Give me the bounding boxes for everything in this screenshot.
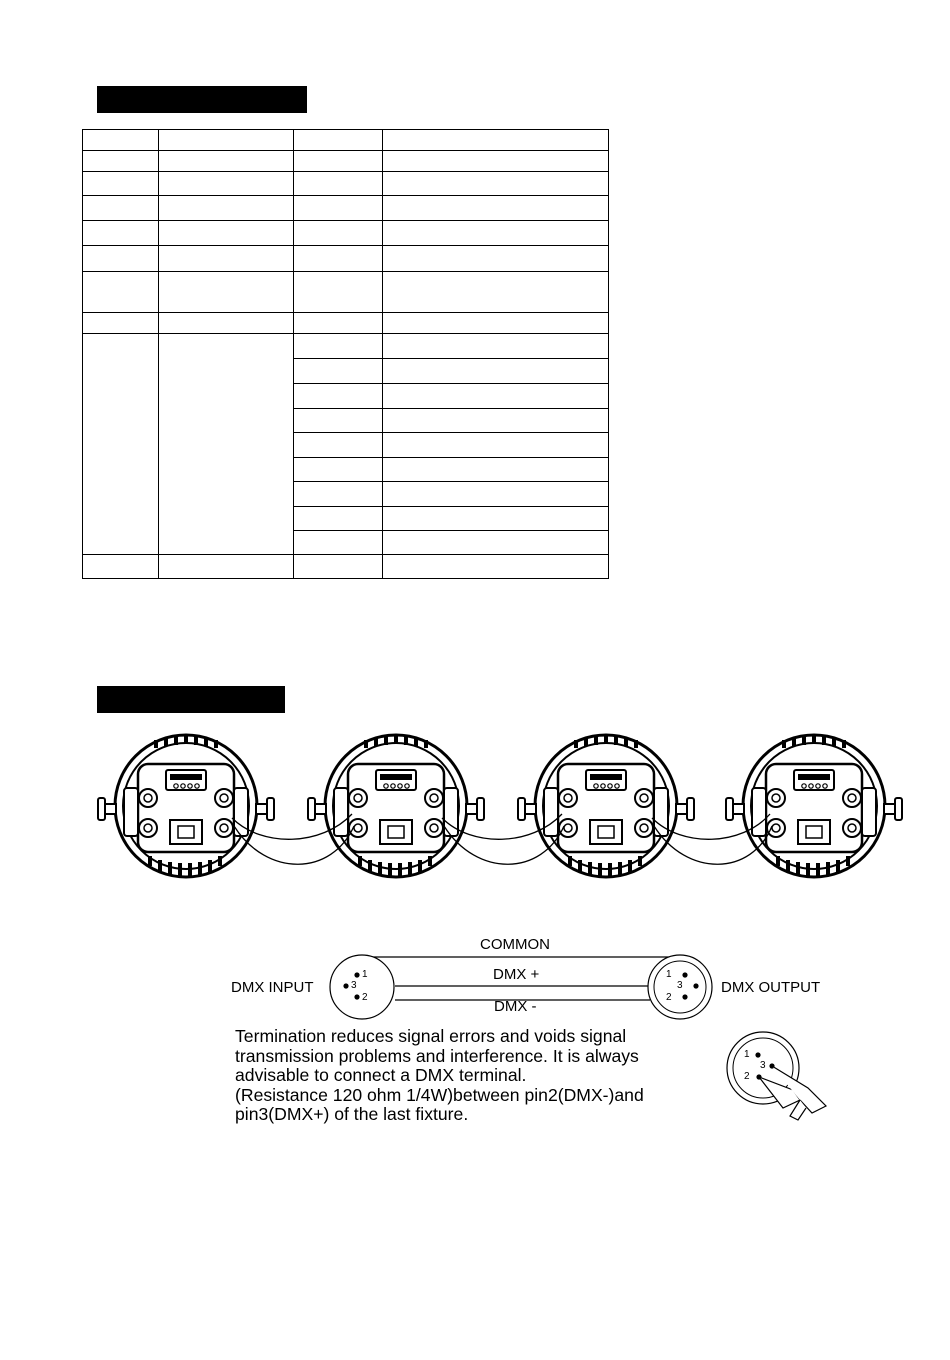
table-cell-merged (159, 334, 294, 555)
terminator-pin-2: 2 (744, 1071, 750, 1082)
table-cell (159, 246, 294, 272)
table-cell (159, 555, 294, 579)
table-row (83, 334, 609, 359)
table-cell (294, 507, 383, 531)
table-row (83, 196, 609, 221)
table-cell (159, 130, 294, 151)
table-cell (294, 221, 383, 246)
table-cell (383, 482, 609, 507)
table-cell (159, 313, 294, 334)
common-label: COMMON (480, 936, 550, 953)
table-cell (383, 313, 609, 334)
termination-line: Termination reduces signal errors and voids signal (235, 1026, 627, 1046)
table-cell (383, 221, 609, 246)
table-cell (294, 555, 383, 579)
output-pin-2: 2 (666, 992, 672, 1003)
table-cell (383, 409, 609, 433)
dmx-channel-table (82, 129, 609, 579)
fixture-2 (308, 735, 484, 877)
table-cell (294, 531, 383, 555)
table-cell (383, 359, 609, 384)
dmx-cables (232, 814, 772, 864)
table-cell (83, 246, 159, 272)
output-pin-3: 3 (677, 980, 683, 991)
termination-line: transmission problems and interference. It is always (235, 1045, 639, 1066)
table-row (83, 172, 609, 196)
table-cell (383, 130, 609, 151)
table-cell-merged (83, 334, 159, 555)
termination-line: (Resistance 120 ohm 1/4W)between pin2(DMX-)and (235, 1084, 644, 1105)
table-cell (159, 196, 294, 221)
table-cell (383, 458, 609, 482)
table-cell (83, 172, 159, 196)
table-cell (294, 433, 383, 458)
table-row (83, 555, 609, 579)
fixture-4 (726, 735, 902, 877)
table-cell (294, 409, 383, 433)
termination-line: pin3(DMX+) of the last fixture. (235, 1104, 469, 1125)
output-pin-1: 1 (666, 969, 672, 980)
table-cell (383, 334, 609, 359)
table-cell (294, 313, 383, 334)
table-cell (294, 246, 383, 272)
table-cell (383, 151, 609, 172)
table-cell (83, 130, 159, 151)
input-pin-1: 1 (362, 969, 368, 980)
table-cell (294, 359, 383, 384)
table-cell (294, 130, 383, 151)
table-cell (294, 272, 383, 313)
fixture-chain-illustration (92, 728, 912, 884)
table-cell (383, 172, 609, 196)
table-cell (83, 555, 159, 579)
table-cell (383, 384, 609, 409)
table-cell (383, 196, 609, 221)
termination-note (235, 1027, 725, 1125)
table-cell (294, 384, 383, 409)
table-cell (383, 433, 609, 458)
table-cell (83, 272, 159, 313)
table-cell (383, 507, 609, 531)
table-row (83, 272, 609, 313)
fixture-1 (98, 735, 274, 877)
table-cell (294, 196, 383, 221)
table-cell (294, 458, 383, 482)
table-cell (383, 531, 609, 555)
table-cell (159, 172, 294, 196)
table-cell (159, 221, 294, 246)
table-cell (383, 272, 609, 313)
table-row (83, 130, 609, 151)
termination-line: advisable to connect a DMX terminal. (235, 1065, 527, 1086)
table-row (83, 221, 609, 246)
dmx-output-label: DMX OUTPUT (721, 979, 821, 996)
fixture-3 (518, 735, 694, 877)
input-pin-2: 2 (362, 992, 368, 1003)
terminator-pin-1: 1 (744, 1049, 750, 1060)
table-row (83, 313, 609, 334)
table-cell (383, 555, 609, 579)
table-cell (83, 221, 159, 246)
dmx-input-label: DMX INPUT (231, 979, 314, 996)
dmx-minus-label: DMX - (494, 998, 537, 1015)
table-cell (383, 246, 609, 272)
table-cell (83, 196, 159, 221)
table-cell (294, 482, 383, 507)
table-row (83, 246, 609, 272)
table-cell (83, 313, 159, 334)
table-cell (294, 334, 383, 359)
table-cell (159, 151, 294, 172)
table-cell (83, 151, 159, 172)
table-row (83, 151, 609, 172)
table-cell (294, 151, 383, 172)
input-pin-3: 3 (351, 980, 357, 991)
terminator-pin-3: 3 (760, 1060, 766, 1071)
dmx-input-connector (330, 955, 394, 1019)
section-heading-bar-connection (97, 686, 285, 713)
section-heading-bar-channels (97, 86, 307, 113)
dmx-plus-label: DMX + (493, 966, 540, 983)
table-cell (294, 172, 383, 196)
table-cell (159, 272, 294, 313)
